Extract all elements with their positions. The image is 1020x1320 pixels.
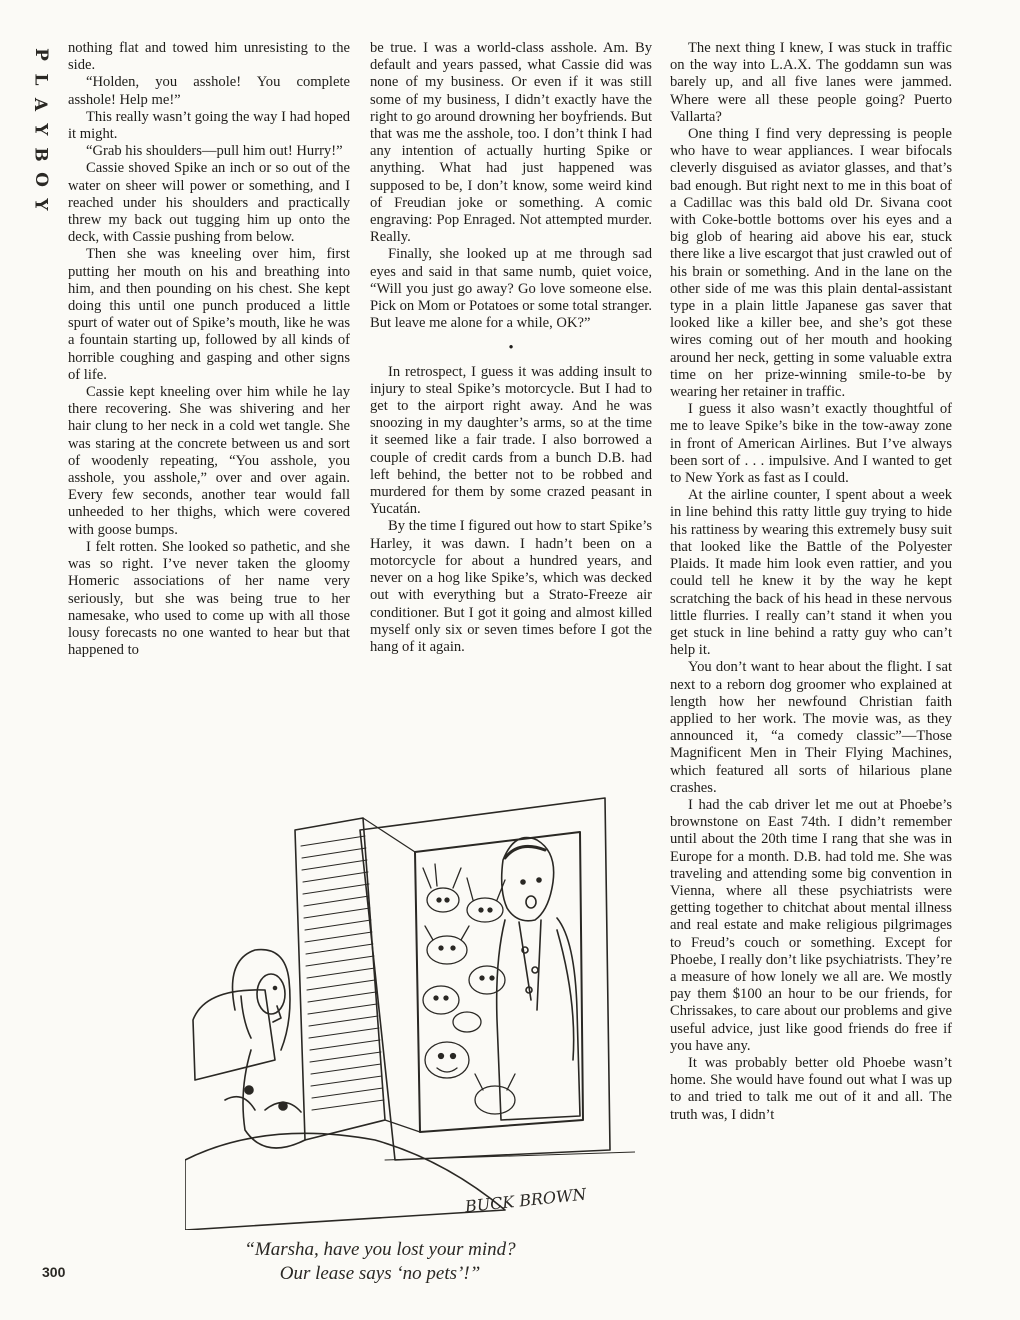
door-louvers xyxy=(301,836,384,1110)
paragraph: By the time I figured out how to start Spike’s Harley, it was dawn. I hadn’t been on a motorcycle for about a hundred years, and never on a hog like Spike’s, which was decked out with everything but a Strato-Freeze air conditioner. But I got it going and almost killed myself only six or seven times before I got the hang of it again. xyxy=(370,518,652,655)
bed-sheet xyxy=(185,1133,505,1230)
running-head-letter: Y xyxy=(30,198,51,211)
running-head-letter: L xyxy=(30,73,51,86)
paragraph: Cassie shoved Spike an inch or so out of the water on sheer will power or something, and I reached under his shoulders and practically threw my back out tugging him up onto the deck, with Cassie pushing from below. xyxy=(68,160,350,246)
running-head-letter: B xyxy=(30,147,51,162)
cartoon-illustration xyxy=(185,760,635,1230)
running-head-letter: O xyxy=(30,172,51,187)
paragraph: One thing I find very depressing is people who have to wear appliances. I wear bifocals cleverly disguised as aviator glasses, and that’s bad enough. But right next to me in this boat of a Cadillac was this bald old Dr. Sivana coot with Coke-bottle bottoms over his eyes and a big glob of hearing aid above his ear, stuck there like a live escargot that just crawled out of his brain or something. And in the lane on the other side of me was this plain dental-assistant type in a plain little Japanese gas saver that looked like a killer bee, and she’s got these wires coming out of her mouth and hooking around her neck, getting in some valuable extra time on her prize-winning smile-to-be by wearing her retainer in traffic. xyxy=(670,126,952,401)
running-head-letter: A xyxy=(30,97,51,112)
man-figure xyxy=(497,838,580,1121)
article-column-2 xyxy=(370,40,652,656)
louvered-door xyxy=(295,818,385,1140)
running-head xyxy=(28,42,52,217)
paragraph: This really wasn’t going the way I had hoped it might. xyxy=(68,108,350,143)
paragraph: nothing flat and towed him unresisting to the side. xyxy=(68,40,350,74)
paragraph: Finally, she looked up at me through sad eyes and said in that same numb, quiet voice, “Will you just go away? Go love someone else. Pick on Mom or Potatoes or some total stranger. But leave me alone for a while, OK?” xyxy=(370,246,652,332)
paragraph: I felt rotten. She looked so pathetic, and she was so right. I’ve never taken the gloomy Homeric associations of her name very seriously, but she was being true to her namesake, who used to come up with all those lousy forecasts no one wanted to hear but that happened to xyxy=(68,538,350,659)
closet-frame xyxy=(360,798,610,1160)
paragraph: I guess it also wasn’t exactly thoughtful of me to leave Spike’s bike in the tow-away zone in front of American Airlines. But I’ve always been sort of . . . impulsive. And I wanted to get to New York as fast as I could. xyxy=(670,401,952,487)
caption-line: “Marsha, have you lost your mind? xyxy=(244,1239,516,1260)
cartoon-drawing xyxy=(185,760,635,1230)
article-column-1 xyxy=(68,40,350,659)
paragraph: You don’t want to hear about the flight. I sat next to a reborn dog groomer who explained at length how her newfound Christian faith applied to her work. The movie was, as they announced it, “a comedy classic”—Those Magnificent Men in Their Flying Machines, which featured all sorts of hilarious plane crashes. xyxy=(670,659,952,796)
woman-figure xyxy=(225,950,305,1148)
cartoonist-signature: BUCK BROWN xyxy=(464,1184,588,1217)
article-column-3 xyxy=(670,40,952,1124)
running-head-letter: Y xyxy=(30,123,51,136)
paragraph: I had the cab driver let me out at Phoebe’s brownstone on East 74th. I didn’t remember until about the 20th time I rang that she was in Europe for a month. D.B. had told me. She was traveling and attending some big convention in Vienna, where all these psychiatrists were getting together to chitchat about mental illness and real estate and make religious pilgrimages to Freud’s couch or something. Except for Phoebe, I really don’t like psychiatrists. They’re a measure of how lonely we all are. We mostly pay them $100 an hour to be our friends, for Chrissakes, to care about our problems and give useful advice, just like good friends do free if you have any. xyxy=(670,796,952,1054)
paragraph: The next thing I knew, I was stuck in traffic on the way into L.A.X. The goddamn sun was barely up, and all five lanes were jammed. Where were all these people going? Puerto Vallarta? xyxy=(670,40,952,125)
paragraph: “Holden, you asshole! You complete asshole! Help me!” xyxy=(68,74,350,108)
cartoon-caption xyxy=(180,1238,580,1286)
page-number: 300 xyxy=(42,1264,66,1280)
paragraph: It was probably better old Phoebe wasn’t home. She would have found out what I was up to and tried to talk me out of it and all. The truth was, I didn’t xyxy=(670,1054,952,1123)
paragraph: “Grab his shoulders—pull him out! Hurry!” xyxy=(86,143,343,160)
paragraph: In retrospect, I guess it was adding insult to injury to steal Spike’s motorcycle. But I had to get to the airport right away. And he was snoozing in my daughter’s arms, so at the time it seemed like a fair trade. I also borrowed a couple of credit cards from a bunch D.B. had left behind, the better not to be robbed and murdered for them by some crazed peasant in Yucatán. xyxy=(370,363,652,518)
animals-in-closet xyxy=(423,864,515,1114)
paragraph: be true. I was a world-class asshole. Am. By default and years passed, what Cassie did was none of my business. Or even if it was still some of my business, I didn’t exactly have the right to go around drowning her boyfriends. But that was me the asshole, too. I don’t think I had any intention of actually hurting Spike or anything. What had just happened was supposed to be, I don’t know, some weird kind of Freudian joke or something. A comic engraving: Pop Enraged. Not attempted murder. Really. xyxy=(370,40,652,246)
running-head-letter: P xyxy=(30,48,51,61)
paragraph: Then she was kneeling over him, first putting her mouth on his and breathing into him, and then pounding on his chest. She kept doing this until one punch produced a little spurt of water out of Spike’s mouth, like he was a fountain starting up, followed by all kinds of horrible coughing and gasping and other signs of life. xyxy=(68,246,350,383)
paragraph: Cassie kept kneeling over him while he lay there recovering. She was shivering and her hair clung to her neck in a cold wet tangle. She was staring at the concrete between us and sort of woodenly repeating, “You asshole, you asshole, you asshole,” over and over again. Every few seconds, another tear would fall unheeded to her thighs, which were covered with goose bumps. xyxy=(68,384,350,538)
section-break: • xyxy=(508,340,514,357)
paragraph: At the airline counter, I spent about a week in line behind this ratty little guy trying to hide his rattiness by wearing this extremely busy suit that looked like the Battle of the Polyester Plaids. It made him look even rattier, and you could tell he knew it by the way he kept scratching the back of his head in these nervous little flurries. I really can’t stand it when you get stuck in line behind a ratty guy who can’t help it. xyxy=(670,487,952,659)
caption-line: Our lease says ‘no pets’!” xyxy=(279,1263,481,1284)
